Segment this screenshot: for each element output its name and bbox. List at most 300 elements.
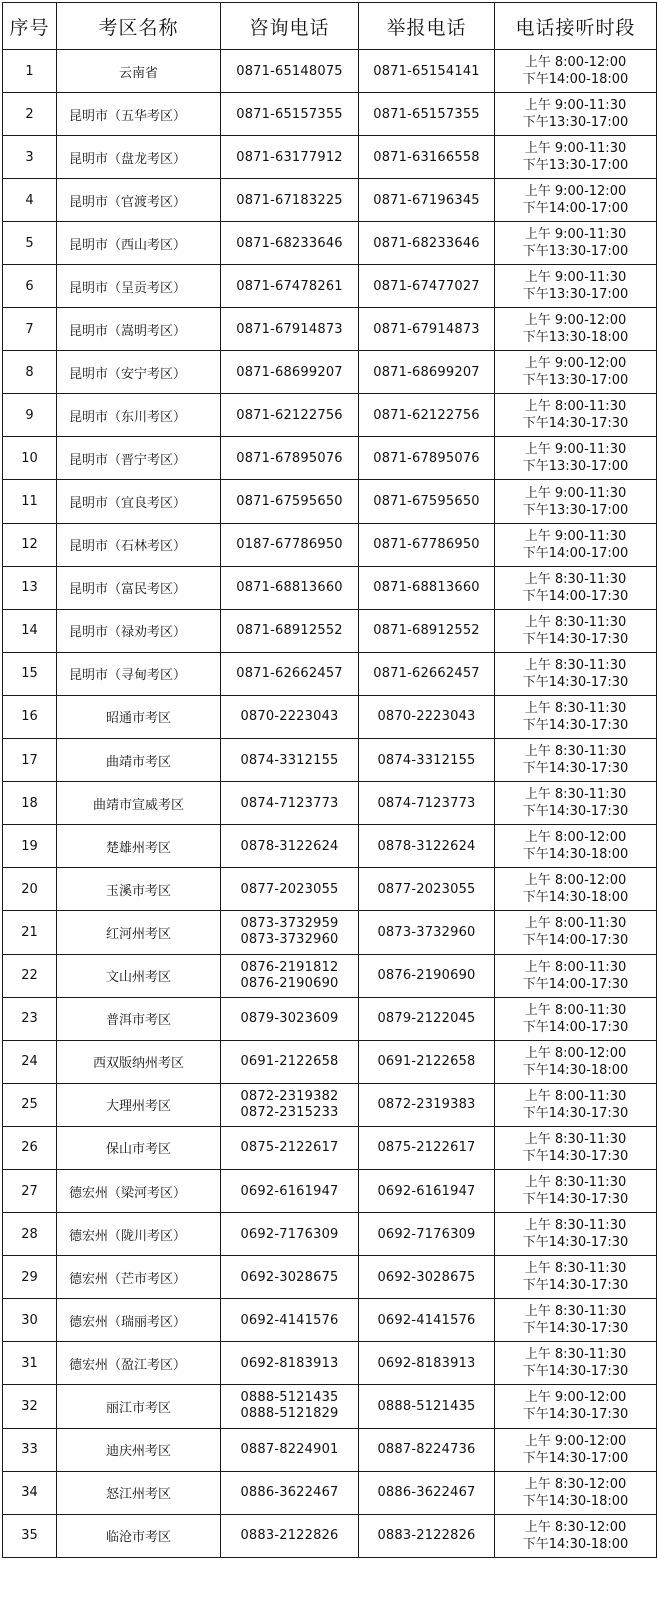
row-index: 14 (3, 609, 57, 652)
hours-morning: 上午 9:00-11:30 (524, 98, 627, 113)
region-name: 德宏州（陇川考区） (57, 1213, 221, 1256)
consult-phone: 0871-67595650 (236, 494, 343, 510)
hours-morning: 上午 8:30-11:30 (524, 1131, 627, 1147)
row-index: 34 (3, 1471, 57, 1514)
region-name: 红河州考区 (57, 911, 221, 954)
hours-morning: 上午 9:00-11:30 (524, 442, 627, 458)
report-phone: 0871-68699207 (359, 351, 495, 394)
consult-phone-cell (221, 825, 359, 868)
hours-cell (495, 394, 657, 437)
consult-phone: 0888-5121829 (240, 1406, 339, 1422)
row-index: 2 (3, 93, 57, 136)
row-index: 25 (3, 1083, 57, 1126)
consult-phone-cell (221, 997, 359, 1040)
consult-phone: 0876-2190690 (240, 975, 339, 991)
hours-afternoon: 下午14:00-17:30 (522, 976, 629, 992)
region-name: 文山州考区 (57, 954, 221, 997)
consult-phone: 0873-3732959 (240, 916, 339, 932)
table-row (3, 523, 657, 566)
report-phone: 0871-65154141 (359, 50, 495, 93)
row-index: 28 (3, 1213, 57, 1256)
consult-phone: 0691-2122658 (240, 1054, 339, 1070)
row-index: 26 (3, 1126, 57, 1169)
table-row (3, 351, 657, 394)
consult-phone-cell (221, 480, 359, 523)
report-phone: 0883-2122826 (359, 1514, 495, 1557)
header-consult-phone: 咨询电话 (221, 3, 359, 50)
consult-phone: 0871-67478261 (236, 278, 343, 294)
row-index: 1 (3, 50, 57, 93)
hours-morning: 上午 8:30-11:30 (524, 744, 627, 760)
hours-afternoon: 下午14:30-17:30 (522, 1364, 629, 1380)
region-name: 云南省 (57, 50, 221, 93)
consult-phone: 0692-7176309 (240, 1226, 339, 1242)
row-index: 27 (3, 1169, 57, 1212)
consult-phone-cell (221, 1040, 359, 1083)
hours-cell (495, 1256, 657, 1299)
region-name: 昆明市（西山考区） (57, 222, 221, 265)
consult-phone: 0872-2319382 (240, 1088, 339, 1104)
region-name: 昆明市（安宁考区） (57, 351, 221, 394)
row-index: 13 (3, 566, 57, 609)
region-name: 大理州考区 (57, 1083, 221, 1126)
hours-morning: 上午 9:00-12:00 (524, 184, 627, 199)
table-row (3, 1169, 657, 1212)
region-name: 昆明市（禄劝考区） (57, 609, 221, 652)
region-name: 昆明市（五华考区） (57, 93, 221, 136)
region-name: 迪庆州考区 (57, 1428, 221, 1471)
hours-cell (495, 868, 657, 911)
consult-phone-cell (221, 50, 359, 93)
consult-phone-cell (221, 1342, 359, 1385)
header-hours: 电话接听时段 (495, 3, 657, 50)
report-phone: 0871-67595650 (359, 480, 495, 523)
hours-morning: 上午 8:00-12:00 (524, 55, 627, 70)
report-phone: 0692-7176309 (359, 1213, 495, 1256)
table-row (3, 997, 657, 1040)
hours-cell (495, 308, 657, 351)
hours-morning: 上午 8:30-11:30 (524, 700, 627, 716)
table-row (3, 1385, 657, 1428)
region-name: 昆明市（嵩明考区） (57, 308, 221, 351)
consult-phone: 0886-3622467 (240, 1485, 339, 1501)
hours-morning: 上午 8:30-11:30 (524, 1218, 627, 1234)
hours-morning: 上午 8:30-11:30 (524, 657, 627, 673)
hours-cell (495, 1471, 657, 1514)
consult-phone: 0873-3732960 (240, 932, 339, 948)
consult-phone: 0871-67914873 (236, 321, 343, 337)
table-row (3, 911, 657, 954)
hours-cell (495, 1299, 657, 1342)
row-index: 4 (3, 179, 57, 222)
report-phone: 0877-2023055 (359, 868, 495, 911)
region-name: 德宏州（盈江考区） (57, 1342, 221, 1385)
row-index: 9 (3, 394, 57, 437)
table-row (3, 265, 657, 308)
hours-afternoon: 下午13:30-17:00 (522, 287, 629, 303)
hours-morning: 上午 9:00-11:30 (524, 485, 627, 501)
hours-morning: 上午 8:00-11:30 (524, 959, 627, 975)
row-index: 35 (3, 1514, 57, 1557)
hours-morning: 上午 8:00-12:00 (524, 1045, 627, 1061)
region-name: 普洱市考区 (57, 997, 221, 1040)
consult-phone: 0887-8224901 (240, 1442, 339, 1458)
row-index: 19 (3, 825, 57, 868)
hours-afternoon: 下午14:30-18:00 (522, 1536, 629, 1552)
hours-afternoon: 下午14:30-17:30 (522, 416, 629, 432)
consult-phone-cell (221, 1299, 359, 1342)
hours-afternoon: 下午14:00-17:00 (522, 545, 629, 561)
row-index: 6 (3, 265, 57, 308)
row-index: 12 (3, 523, 57, 566)
region-name: 昆明市（官渡考区） (57, 179, 221, 222)
hours-cell (495, 695, 657, 738)
table-row (3, 1213, 657, 1256)
table-row (3, 179, 657, 222)
hours-cell (495, 1126, 657, 1169)
table-row (3, 695, 657, 738)
region-name: 曲靖市宣威考区 (57, 782, 221, 825)
hours-cell (495, 825, 657, 868)
hours-morning: 上午 9:00-11:30 (524, 270, 627, 286)
table-row (3, 566, 657, 609)
consult-phone: 0879-3023609 (240, 1011, 339, 1027)
report-phone: 0692-4141576 (359, 1299, 495, 1342)
hours-afternoon: 下午14:00-17:30 (522, 1019, 629, 1035)
consult-phone: 0876-2191812 (240, 959, 339, 975)
consult-phone: 0870-2223043 (240, 709, 339, 725)
hours-cell (495, 1169, 657, 1212)
hours-morning: 上午 8:00-11:30 (524, 916, 627, 932)
row-index: 15 (3, 652, 57, 695)
region-name: 保山市考区 (57, 1126, 221, 1169)
table-row (3, 868, 657, 911)
region-name: 丽江市考区 (57, 1385, 221, 1428)
table-row (3, 1342, 657, 1385)
hours-afternoon: 下午14:00-17:30 (522, 588, 629, 604)
row-index: 32 (3, 1385, 57, 1428)
consult-phone-cell (221, 523, 359, 566)
consult-phone-cell (221, 437, 359, 480)
consult-phone-cell (221, 351, 359, 394)
row-index: 7 (3, 308, 57, 351)
row-index: 18 (3, 782, 57, 825)
consult-phone-cell (221, 1385, 359, 1428)
row-index: 10 (3, 437, 57, 480)
consult-phone: 0883-2122826 (240, 1528, 339, 1544)
hours-morning: 上午 8:30-11:30 (524, 787, 627, 803)
consult-phone-cell (221, 1256, 359, 1299)
hours-morning: 上午 9:00-11:30 (524, 528, 627, 544)
hours-morning: 上午 8:30-11:30 (524, 1261, 627, 1277)
consult-phone: 0871-65148075 (236, 63, 343, 79)
hours-afternoon: 下午13:30-17:00 (522, 115, 629, 130)
consult-phone-cell (221, 1213, 359, 1256)
table-row (3, 782, 657, 825)
region-name: 德宏州（瑞丽考区） (57, 1299, 221, 1342)
hours-morning: 上午 8:30-11:30 (524, 571, 627, 587)
consult-phone: 0187-67786950 (236, 537, 343, 553)
hours-afternoon: 下午14:30-17:30 (522, 1235, 629, 1251)
consult-phone-cell (221, 1428, 359, 1471)
region-name: 西双版纳州考区 (57, 1040, 221, 1083)
region-name: 德宏州（梁河考区） (57, 1169, 221, 1212)
region-name: 昆明市（呈贡考区） (57, 265, 221, 308)
hours-morning: 上午 9:00-12:00 (524, 356, 627, 372)
report-phone: 0888-5121435 (359, 1385, 495, 1428)
table-row (3, 739, 657, 782)
table-row (3, 1256, 657, 1299)
report-phone: 0871-67914873 (359, 308, 495, 351)
hours-afternoon: 下午14:30-18:00 (522, 1062, 629, 1078)
report-phone: 0879-2122045 (359, 997, 495, 1040)
region-name: 昆明市（宜良考区） (57, 480, 221, 523)
region-name: 曲靖市考区 (57, 739, 221, 782)
table-row (3, 394, 657, 437)
region-name: 昆明市（盘龙考区） (57, 136, 221, 179)
consult-phone-cell (221, 394, 359, 437)
header-region: 考区名称 (57, 3, 221, 50)
hours-afternoon: 下午14:30-17:30 (522, 1407, 629, 1423)
hours-morning: 上午 8:00-12:00 (524, 873, 627, 889)
hours-afternoon: 下午14:30-17:30 (522, 717, 629, 733)
hours-morning: 上午 8:30-12:00 (524, 1519, 627, 1535)
table-row (3, 1126, 657, 1169)
hours-cell (495, 652, 657, 695)
table-row (3, 609, 657, 652)
consult-phone: 0875-2122617 (240, 1140, 339, 1156)
row-index: 30 (3, 1299, 57, 1342)
hours-afternoon: 下午13:30-18:00 (522, 330, 629, 346)
table-row (3, 1083, 657, 1126)
report-phone: 0871-67895076 (359, 437, 495, 480)
row-index: 16 (3, 695, 57, 738)
consult-phone: 0871-65157355 (236, 106, 343, 122)
hours-afternoon: 下午13:30-17:00 (522, 502, 629, 518)
table-row (3, 136, 657, 179)
hours-cell (495, 1514, 657, 1557)
hours-cell (495, 1428, 657, 1471)
region-name: 楚雄州考区 (57, 825, 221, 868)
hours-morning: 上午 9:00-11:30 (524, 141, 627, 156)
region-name: 德宏州（芒市考区） (57, 1256, 221, 1299)
consult-phone-cell (221, 609, 359, 652)
table-row (3, 1040, 657, 1083)
hours-afternoon: 下午14:00-17:30 (522, 933, 629, 949)
region-name: 昆明市（富民考区） (57, 566, 221, 609)
hours-cell (495, 480, 657, 523)
consult-phone-cell (221, 179, 359, 222)
row-index: 23 (3, 997, 57, 1040)
report-phone: 0870-2223043 (359, 695, 495, 738)
hours-cell (495, 1040, 657, 1083)
table-row (3, 222, 657, 265)
consult-phone-cell (221, 954, 359, 997)
row-index: 17 (3, 739, 57, 782)
region-name: 昭通市考区 (57, 695, 221, 738)
consult-phone-cell (221, 222, 359, 265)
report-phone: 0692-3028675 (359, 1256, 495, 1299)
hours-cell (495, 351, 657, 394)
table-body (3, 50, 657, 1558)
row-index: 21 (3, 911, 57, 954)
report-phone: 0871-67477027 (359, 265, 495, 308)
row-index: 5 (3, 222, 57, 265)
hours-cell (495, 93, 657, 136)
table-row (3, 1471, 657, 1514)
consult-phone: 0871-68233646 (236, 235, 343, 251)
consult-phone: 0692-8183913 (240, 1355, 339, 1371)
hours-afternoon: 下午14:30-17:30 (522, 1192, 629, 1208)
hours-morning: 上午 8:00-11:30 (524, 1002, 627, 1018)
report-phone: 0871-62122756 (359, 394, 495, 437)
consult-phone-cell (221, 1514, 359, 1557)
row-index: 22 (3, 954, 57, 997)
hours-afternoon: 下午14:30-17:30 (522, 1105, 629, 1121)
consult-phone-cell (221, 911, 359, 954)
hours-morning: 上午 8:30-11:30 (524, 614, 627, 630)
header-row (3, 3, 657, 50)
hours-cell (495, 997, 657, 1040)
consult-phone-cell (221, 652, 359, 695)
consult-phone-cell (221, 566, 359, 609)
hours-afternoon: 下午13:30-17:00 (522, 373, 629, 389)
hours-afternoon: 下午13:30-17:00 (522, 158, 629, 173)
row-index: 24 (3, 1040, 57, 1083)
hours-afternoon: 下午14:30-17:00 (522, 1450, 629, 1466)
report-phone: 0874-3312155 (359, 739, 495, 782)
hours-cell (495, 609, 657, 652)
report-phone: 0691-2122658 (359, 1040, 495, 1083)
region-name: 昆明市（东川考区） (57, 394, 221, 437)
consult-phone: 0871-68813660 (236, 580, 343, 596)
consult-phone-cell (221, 1126, 359, 1169)
table-row (3, 480, 657, 523)
hours-afternoon: 下午14:30-17:30 (522, 1278, 629, 1294)
hours-morning: 上午 9:00-11:30 (524, 227, 627, 242)
region-name: 玉溪市考区 (57, 868, 221, 911)
consult-phone-cell (221, 695, 359, 738)
consult-phone: 0871-67895076 (236, 450, 343, 466)
hours-morning: 上午 8:30-11:30 (524, 1175, 627, 1191)
hours-morning: 上午 8:00-11:30 (524, 399, 627, 415)
consult-phone-cell (221, 782, 359, 825)
report-phone: 0871-67786950 (359, 523, 495, 566)
hours-cell (495, 179, 657, 222)
hours-cell (495, 136, 657, 179)
consult-phone: 0871-63177912 (236, 149, 343, 165)
row-index: 29 (3, 1256, 57, 1299)
hours-afternoon: 下午14:30-17:30 (522, 674, 629, 690)
table-row (3, 308, 657, 351)
consult-phone-cell (221, 1471, 359, 1514)
report-phone: 0871-68912552 (359, 609, 495, 652)
hours-morning: 上午 8:30-11:30 (524, 1304, 627, 1320)
row-index: 3 (3, 136, 57, 179)
table-row (3, 652, 657, 695)
hours-afternoon: 下午14:30-17:30 (522, 761, 629, 777)
table-row (3, 1514, 657, 1557)
table-row (3, 1428, 657, 1471)
report-phone: 0887-8224736 (359, 1428, 495, 1471)
hours-afternoon: 下午14:30-18:00 (522, 847, 629, 863)
hours-morning: 上午 9:00-12:00 (524, 313, 627, 329)
contact-table (2, 2, 657, 1558)
hours-cell (495, 1342, 657, 1385)
consult-phone: 0877-2023055 (240, 881, 339, 897)
hours-morning: 上午 8:30-11:30 (524, 1347, 627, 1363)
region-name: 临沧市考区 (57, 1514, 221, 1557)
hours-morning: 上午 8:30-12:00 (524, 1476, 627, 1492)
consult-phone: 0871-68699207 (236, 364, 343, 380)
hours-morning: 上午 8:00-12:00 (524, 830, 627, 846)
consult-phone: 0871-62662457 (236, 666, 343, 682)
table-row (3, 437, 657, 480)
consult-phone: 0692-3028675 (240, 1269, 339, 1285)
report-phone: 0872-2319383 (359, 1083, 495, 1126)
consult-phone-cell (221, 265, 359, 308)
row-index: 33 (3, 1428, 57, 1471)
consult-phone-cell (221, 1169, 359, 1212)
region-name: 昆明市（寻甸考区） (57, 652, 221, 695)
hours-afternoon: 下午14:30-18:00 (522, 890, 629, 906)
consult-phone: 0871-62122756 (236, 407, 343, 423)
table-row (3, 50, 657, 93)
hours-afternoon: 下午13:30-17:00 (522, 459, 629, 475)
report-phone: 0871-65157355 (359, 93, 495, 136)
row-index: 31 (3, 1342, 57, 1385)
region-name: 怒江州考区 (57, 1471, 221, 1514)
row-index: 8 (3, 351, 57, 394)
hours-cell (495, 437, 657, 480)
report-phone: 0692-6161947 (359, 1169, 495, 1212)
hours-cell (495, 50, 657, 93)
table-row (3, 93, 657, 136)
header-report-phone: 举报电话 (359, 3, 495, 50)
report-phone: 0873-3732960 (359, 911, 495, 954)
hours-cell (495, 265, 657, 308)
consult-phone: 0871-68912552 (236, 623, 343, 639)
row-index: 11 (3, 480, 57, 523)
report-phone: 0871-63166558 (359, 136, 495, 179)
hours-cell (495, 1385, 657, 1428)
report-phone: 0878-3122624 (359, 825, 495, 868)
hours-afternoon: 下午14:30-17:30 (522, 1148, 629, 1164)
region-name: 昆明市（晋宁考区） (57, 437, 221, 480)
hours-afternoon: 下午14:30-17:30 (522, 804, 629, 820)
hours-afternoon: 下午14:30-17:30 (522, 1321, 629, 1337)
report-phone: 0875-2122617 (359, 1126, 495, 1169)
hours-cell (495, 523, 657, 566)
report-phone: 0876-2190690 (359, 954, 495, 997)
consult-phone: 0692-6161947 (240, 1183, 339, 1199)
consult-phone-cell (221, 308, 359, 351)
consult-phone-cell (221, 136, 359, 179)
row-index: 20 (3, 868, 57, 911)
hours-cell (495, 954, 657, 997)
hours-morning: 上午 9:00-12:00 (524, 1433, 627, 1449)
consult-phone-cell (221, 868, 359, 911)
region-name: 昆明市（石林考区） (57, 523, 221, 566)
hours-afternoon: 下午14:30-18:00 (522, 1493, 629, 1509)
hours-cell (495, 566, 657, 609)
consult-phone: 0874-7123773 (240, 795, 339, 811)
consult-phone: 0872-2315233 (240, 1104, 339, 1120)
hours-cell (495, 911, 657, 954)
consult-phone-cell (221, 1083, 359, 1126)
consult-phone: 0871-67183225 (236, 192, 343, 208)
header-index: 序号 (3, 3, 57, 50)
